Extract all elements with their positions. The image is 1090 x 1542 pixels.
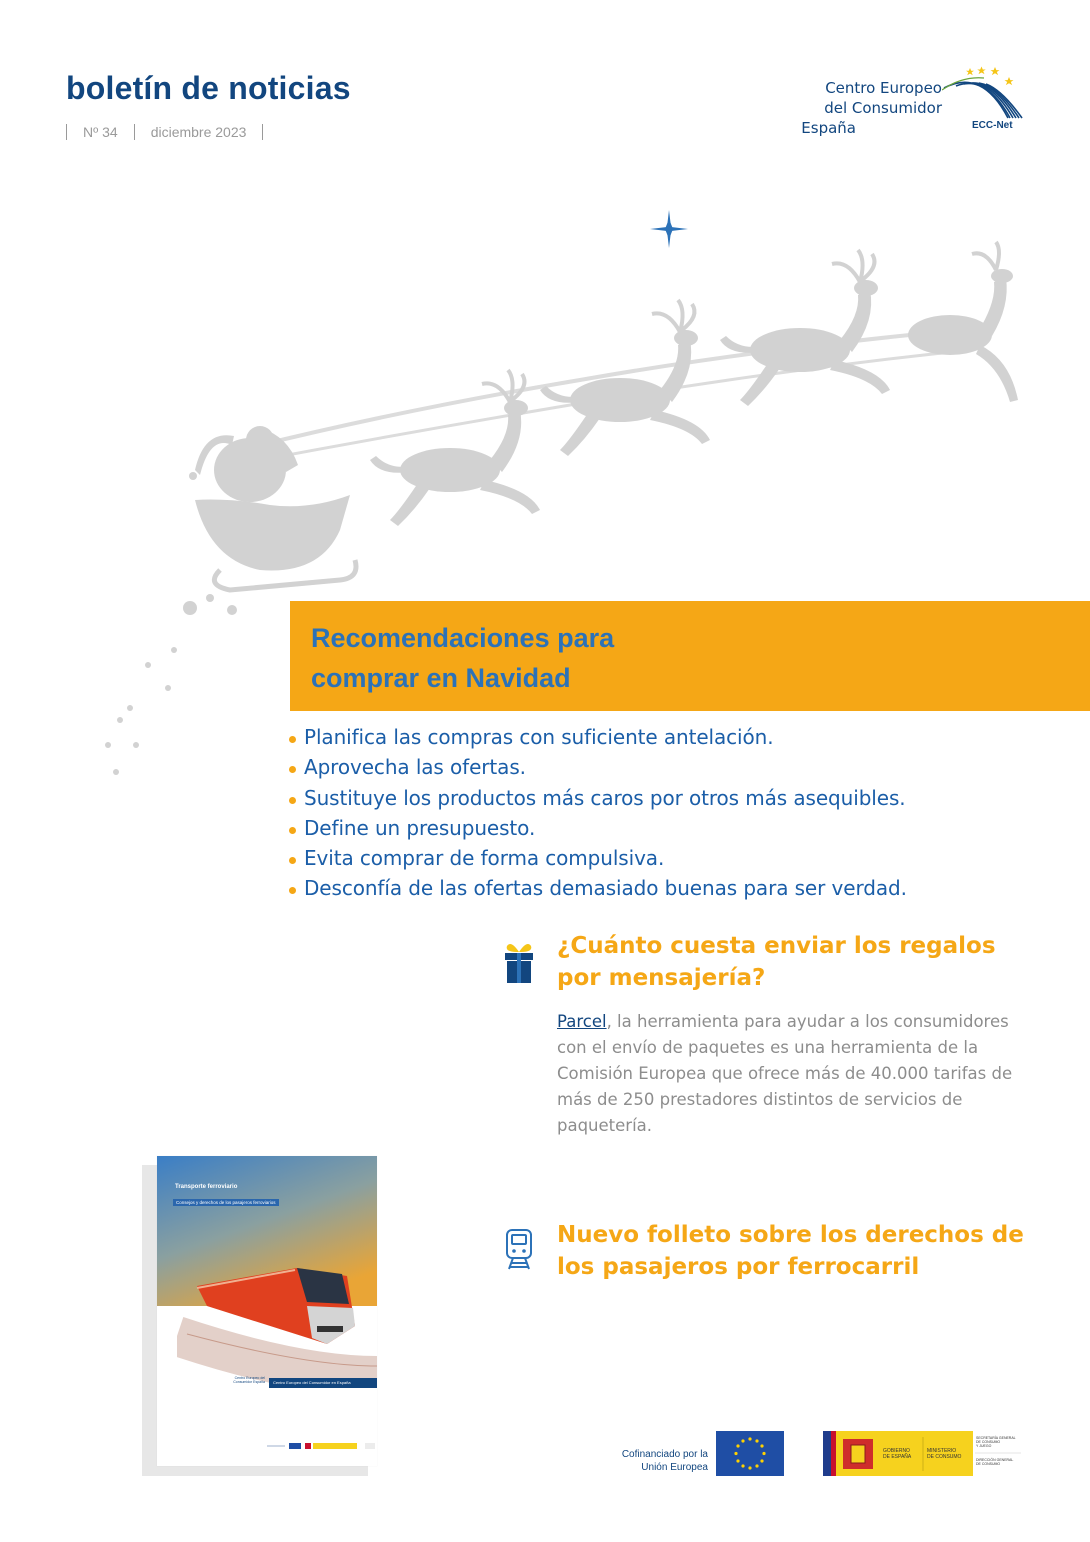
parcel-title-line-2: por mensajería? <box>557 965 766 991</box>
bullet-icon <box>289 736 296 743</box>
train-image <box>177 1226 377 1386</box>
parcel-section-title <box>557 930 1027 994</box>
bullet-icon <box>289 887 296 894</box>
train-icon <box>505 1228 533 1270</box>
cofinanced-line-2: Unión Europea <box>641 1462 708 1473</box>
list-item: Planifica las compras con suficiente antelación. <box>289 722 1049 752</box>
secretaria-label-3: Y JUEGO <box>976 1444 992 1448</box>
list-item: Desconfía de las ofertas demasiado buenas para ser verdad. <box>289 873 1049 903</box>
issue-meta <box>66 124 279 140</box>
brochure-sponsor-logos <box>267 1442 377 1450</box>
bullet-icon <box>289 766 296 773</box>
brand-logo-text <box>801 78 942 138</box>
gift-icon <box>503 940 535 984</box>
brochure-title: Transporte ferroviario <box>175 1184 238 1190</box>
ministry-label-1: MINISTERIO <box>927 1448 957 1454</box>
secretaria-label-1: SECRETARÍA GENERAL <box>976 1436 1016 1440</box>
list-item: Evita comprar de forma compulsiva. <box>289 843 1049 873</box>
direccion-label-1: DIRECCIÓN GENERAL <box>976 1458 1014 1462</box>
brand-line-2: del Consumidor <box>824 99 942 117</box>
issue-date: diciembre 2023 <box>150 124 247 140</box>
brand-line-1: Centro Europeo <box>825 79 942 97</box>
parcel-link[interactable]: Parcel <box>557 1012 607 1031</box>
banner-title <box>311 618 831 698</box>
banner-title-line-1: Recomendaciones para <box>311 623 615 653</box>
brochure-logo-text: Centro Europeo del Consumidor España <box>233 1376 265 1384</box>
parcel-body <box>557 1009 1032 1139</box>
bullet-icon <box>289 857 296 864</box>
santa-sleigh-illustration <box>100 240 1030 800</box>
bullet-icon <box>289 797 296 804</box>
direccion-label-2: DE CONSUMO <box>976 1462 1001 1466</box>
newsletter-title: boletín de noticias <box>66 70 351 106</box>
tips-list <box>289 722 1049 904</box>
rail-brochure-thumbnail[interactable] <box>157 1156 377 1466</box>
rail-title-line-1: Nuevo folleto sobre los derechos de <box>557 1222 1024 1248</box>
banner-title-line-2: comprar en Navidad <box>311 663 571 693</box>
issue-number: Nº 34 <box>83 124 118 140</box>
list-item: Define un presupuesto. <box>289 813 1049 843</box>
secretaria-label-2: DE CONSUMO <box>976 1440 1001 1444</box>
cofinanced-text <box>600 1448 708 1474</box>
rail-section-title <box>557 1219 1027 1283</box>
cofinanced-line-1: Cofinanciado por la <box>621 1449 708 1460</box>
brochure-footer-band: Centro Europeo del Consumidor en España <box>269 1378 377 1388</box>
divider <box>66 124 67 140</box>
gov-label-1: GOBIERNO <box>883 1448 910 1454</box>
spain-government-logo <box>823 1431 1023 1476</box>
ministry-label-2: DE CONSUMO <box>927 1454 962 1460</box>
gov-label-2: DE ESPAÑA <box>883 1454 912 1460</box>
list-item: Aprovecha las ofertas. <box>289 752 1049 782</box>
eu-flag-icon <box>716 1431 784 1476</box>
brochure-subtitle: Consejos y derechos de los pasajeros ferroviarios <box>173 1199 279 1206</box>
brand-line-3: España <box>801 119 856 137</box>
parcel-body-text: , la herramienta para ayudar a los consumidores con el envío de paquetes es una herramienta de la Comisión Europea que ofrece más de 40.000 tarifas de más de 250 prestadores distintos de servicios de paquetería. <box>557 1012 1013 1135</box>
parcel-title-line-1: ¿Cuánto cuesta enviar los regalos <box>557 933 996 959</box>
rail-title-line-2: los pasajeros por ferrocarril <box>557 1254 920 1280</box>
ecc-net-label: ECC-Net <box>972 120 1013 131</box>
list-item: Sustituye los productos más caros por otros más asequibles. <box>289 783 1049 813</box>
bullet-icon <box>289 827 296 834</box>
divider <box>262 124 263 140</box>
divider <box>134 124 135 140</box>
